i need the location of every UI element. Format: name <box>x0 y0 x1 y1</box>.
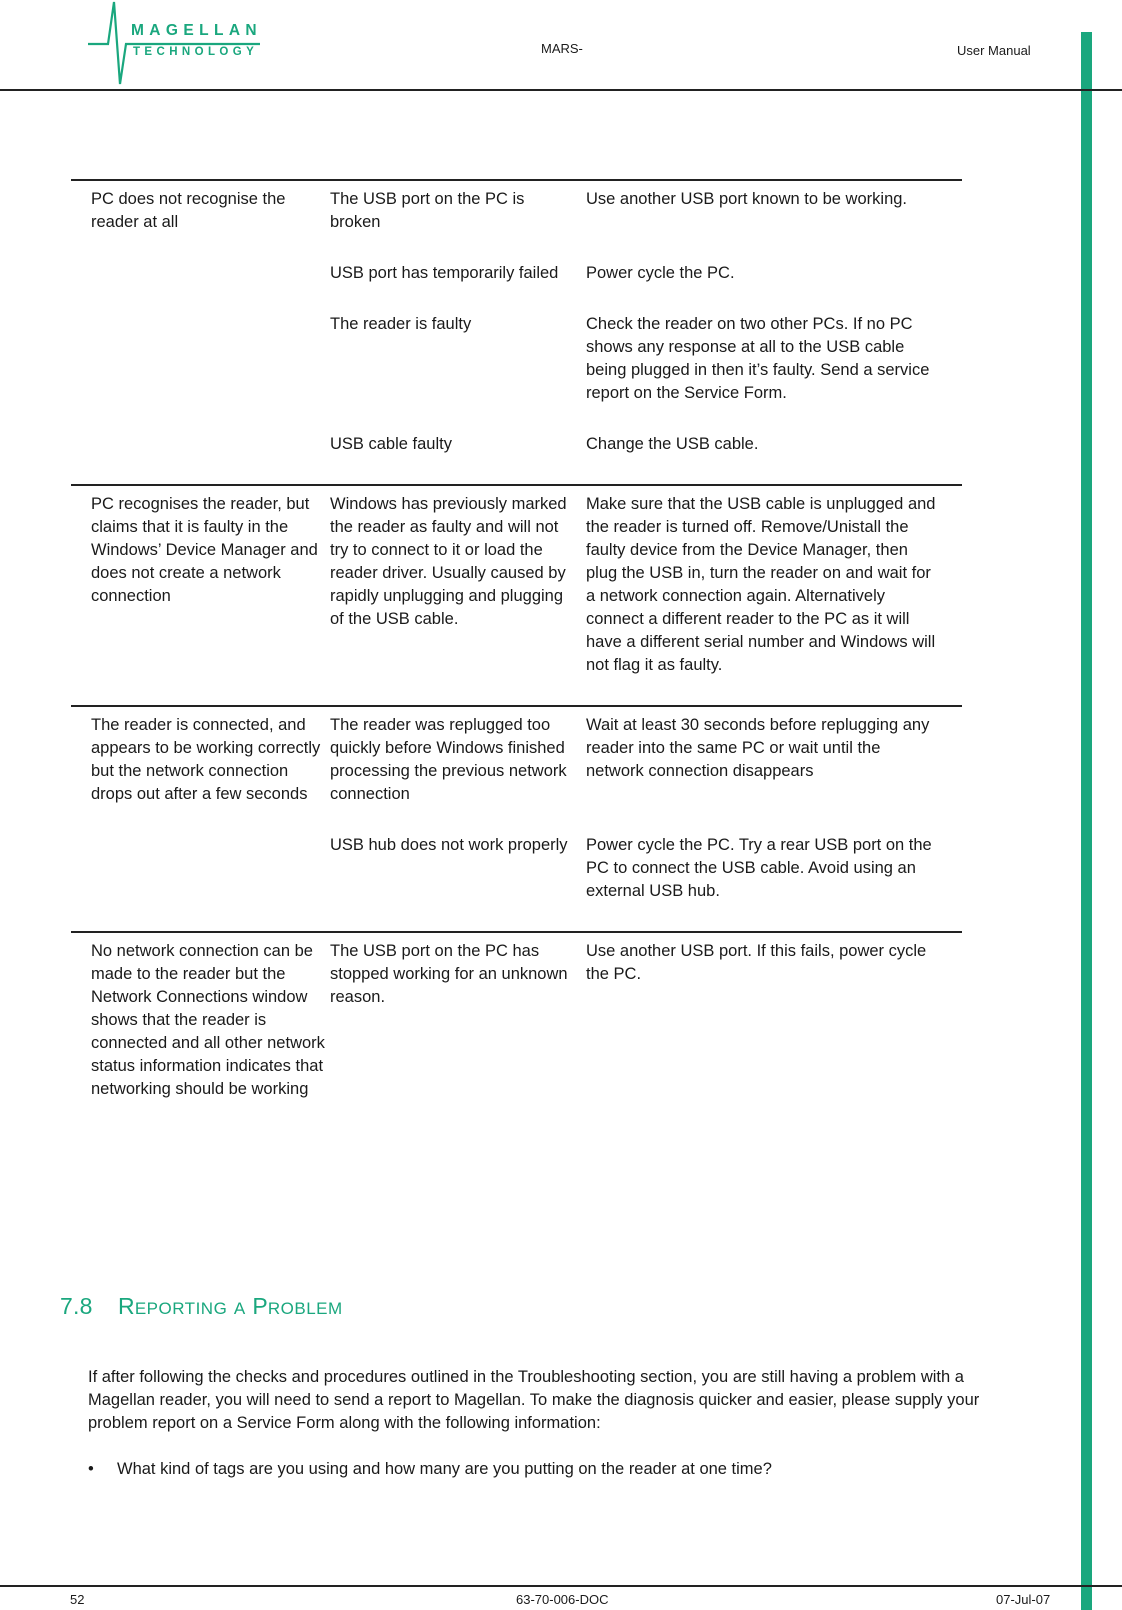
section-title-initial-p: P <box>252 1293 268 1319</box>
cause-cell: USB hub does not work properly <box>330 836 568 854</box>
table-row <box>71 180 962 262</box>
logo-wordmark-bottom: TECHNOLOGY <box>133 46 259 58</box>
troubleshooting-table <box>71 179 962 1101</box>
cause-cell: The reader is faulty <box>330 315 472 333</box>
footer-rule <box>0 1585 1122 1587</box>
section-title-part-roblem: ROBLEM <box>267 1299 343 1318</box>
symptom-cell: PC does not recognise the reader at all <box>71 180 330 485</box>
side-accent-bar <box>1081 32 1092 1610</box>
footer-doc-number: 63-70-006-DOC <box>516 1592 609 1607</box>
logo-wordmark-top: MAGELLAN <box>131 22 263 39</box>
solution-cell: Power cycle the PC. Try a rear USB port on the PC to connect the USB cable. Avoid using an external USB hub. <box>586 836 932 900</box>
solution-cell: Change the USB cable. <box>586 435 759 453</box>
header-rule <box>0 89 1122 91</box>
section-title-part-a: A <box>233 1299 246 1318</box>
magellan-logo <box>88 0 268 88</box>
header-product: MARS- <box>541 41 583 56</box>
solution-cell: Wait at least 30 seconds before replugging any reader into the same PC or wait until the network connection disappears <box>586 706 962 834</box>
table-row <box>71 932 962 1101</box>
solution-cell: Make sure that the USB cable is unplugged and the reader is turned off. Remove/Unistall the faulty device from the Device Manager, then plug the USB in, turn the reader on and wait for a network connection again. Alternatively connect a different reader to the PC as it will have a different serial number and Windows will not flag it as faulty. <box>586 485 962 706</box>
cause-cell: The USB port on the PC has stopped working for an unknown reason. <box>330 932 586 1101</box>
cause-cell: The USB port on the PC is broken <box>330 180 586 262</box>
solution-cell: Check the reader on two other PCs. If no PC shows any response at all to the USB cable being plugged in then it’s faulty. Send a service report on the Service Form. <box>586 315 930 402</box>
cause-cell: USB cable faulty <box>330 435 452 453</box>
bullet-mark: • <box>88 1460 94 1478</box>
symptom-cell: No network connection can be made to the reader but the Network Connections window shows that the reader is connected and all other network status information indicates that networking should be working <box>71 932 330 1101</box>
section-number: 7.8 <box>60 1293 93 1319</box>
cause-cell: The reader was replugged too quickly before Windows finished processing the previous network connection <box>330 706 586 834</box>
symptom-cell: The reader is connected, and appears to be working correctly but the network connection drops out after a few seconds <box>71 706 330 932</box>
section-title-part-eporting: EPORTING <box>134 1299 228 1318</box>
footer-date: 07-Jul-07 <box>996 1592 1051 1607</box>
table-row <box>71 485 962 706</box>
table-row <box>71 706 962 834</box>
bullet-text: What kind of tags are you using and how many are you putting on the reader at one time? <box>117 1460 772 1478</box>
section-heading <box>60 1293 343 1320</box>
header-doc-type: User Manual <box>957 43 1031 58</box>
cause-cell: Windows has previously marked the reader as faulty and will not try to connect to it or load the reader driver. Usually caused by rapidly unplugging and plugging of the USB cable. <box>330 485 586 706</box>
footer-page-number: 52 <box>70 1592 85 1607</box>
solution-cell: Power cycle the PC. <box>586 264 735 282</box>
section-title-initial-r: R <box>118 1293 135 1319</box>
solution-cell: Use another USB port. If this fails, power cycle the PC. <box>586 932 962 1101</box>
solution-cell: Use another USB port known to be working. <box>586 180 962 262</box>
symptom-cell: PC recognises the reader, but claims that it is faulty in the Windows’ Device Manager and does not create a network connection <box>71 485 330 706</box>
bullet-item <box>88 1458 1018 1481</box>
cause-cell: USB port has temporarily failed <box>330 264 559 282</box>
logo-pulse-icon <box>88 0 268 88</box>
section-paragraph: If after following the checks and procedures outlined in the Troubleshooting section, you are still having a problem with a Magellan reader, you will need to send a report to Magellan. To make the diagnosis quicker and easier, please supply your problem report on a Service Form along with the following information: <box>88 1368 980 1432</box>
